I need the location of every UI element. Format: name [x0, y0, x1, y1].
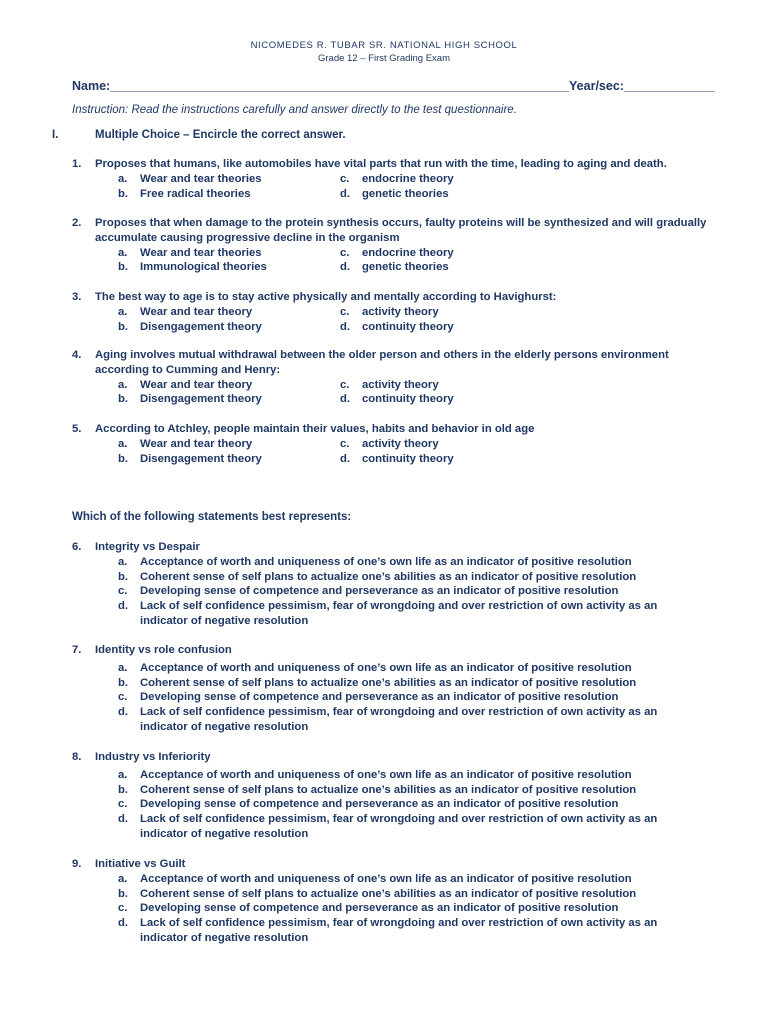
option-d[interactable]: d. Lack of self confidence pessimism, fear of wrongdoing and over restriction of own activity as an indicator of negative resolution — [118, 813, 658, 840]
option-a[interactable]: a. Wear and tear theories — [118, 246, 262, 259]
option-c[interactable]: c. Developing sense of competence and perseverance as an indicator of positive resolution — [118, 585, 619, 598]
question-9 — [72, 857, 712, 946]
question-text: Proposes that when damage to the protein synthesis occurs, faulty proteins will be synthesized and will gradually accumulate causing progressive decline in the organism — [95, 217, 707, 244]
option-d[interactable]: d. genetic theories — [340, 187, 449, 200]
option-c[interactable]: c. activity theory — [340, 305, 439, 318]
question-number: 1. — [72, 158, 82, 170]
question-4 — [72, 348, 712, 407]
question-number: 2. — [72, 217, 82, 229]
option-b[interactable]: b. Free radical theories — [118, 187, 251, 200]
option-c[interactable]: c. activity theory — [340, 437, 439, 450]
question-6 — [72, 540, 712, 629]
option-a[interactable]: a. Acceptance of worth and uniqueness of one’s own life as an indicator of positive resolution — [118, 768, 632, 781]
option-b[interactable]: b. Disengagement theory — [118, 393, 262, 406]
option-c[interactable]: c. Developing sense of competence and perseverance as an indicator of positive resolution — [118, 691, 619, 704]
question-text: Aging involves mutual withdrawal between the older person and others in the elderly persons environment according to Cumming and Henry: — [95, 349, 669, 376]
option-b[interactable]: b. Disengagement theory — [118, 452, 262, 465]
question-text: Industry vs Inferiority — [95, 751, 211, 763]
question-number: 8. — [72, 751, 82, 763]
question-number: 6. — [72, 541, 82, 553]
option-b[interactable]: b. Immunological theories — [118, 261, 267, 274]
option-d[interactable]: d. continuity theory — [340, 320, 454, 333]
question-text: Integrity vs Despair — [95, 541, 200, 553]
section-heading — [52, 129, 346, 141]
question-8 — [72, 750, 712, 842]
instruction-text: Instruction: Read the instructions carefully and answer directly to the test questionnaire. — [72, 104, 517, 116]
option-c[interactable]: c. activity theory — [340, 378, 439, 391]
question-number: 9. — [72, 858, 82, 870]
question-text: The best way to age is to stay active physically and mentally according to Havighurst: — [95, 291, 557, 303]
option-c[interactable]: c. Developing sense of competence and perseverance as an indicator of positive resolution — [118, 902, 619, 915]
option-b[interactable]: b. Coherent sense of self plans to actualize one’s abilities as an indicator of positive resolution — [118, 783, 637, 796]
option-d[interactable]: d. genetic theories — [340, 261, 449, 274]
option-a[interactable]: a. Acceptance of worth and uniqueness of one’s own life as an indicator of positive resolution — [118, 661, 632, 674]
option-c[interactable]: c. endocrine theory — [340, 246, 454, 259]
section-title: Multiple Choice – Encircle the correct answer. — [95, 129, 346, 141]
question-number: 7. — [72, 644, 82, 656]
option-a[interactable]: a. Acceptance of worth and uniqueness of one’s own life as an indicator of positive resolution — [118, 872, 632, 885]
question-7 — [72, 643, 712, 735]
option-d[interactable]: d. Lack of self confidence pessimism, fear of wrongdoing and over restriction of own activity as an indicator of negative resolution — [118, 917, 658, 944]
option-c[interactable]: c. endocrine theory — [340, 172, 454, 185]
option-a[interactable]: a. Wear and tear theory — [118, 305, 253, 318]
question-text: Proposes that humans, like automobiles have vital parts that run with the time, leading to aging and death. — [95, 158, 667, 170]
question-text: According to Atchley, people maintain their values, habits and behavior in old age — [95, 423, 535, 435]
question-5 — [72, 422, 712, 466]
question-2 — [72, 216, 712, 275]
option-b[interactable]: b. Disengagement theory — [118, 320, 262, 333]
exam-title: Grade 12 – First Grading Exam — [318, 53, 450, 64]
option-d[interactable]: d. Lack of self confidence pessimism, fear of wrongdoing and over restriction of own activity as an indicator of negative resolution — [118, 600, 658, 627]
question-text: Initiative vs Guilt — [95, 858, 186, 870]
option-b[interactable]: b. Coherent sense of self plans to actualize one’s abilities as an indicator of positive resolution — [118, 676, 637, 689]
question-number: 4. — [72, 349, 82, 361]
option-c[interactable]: c. Developing sense of competence and perseverance as an indicator of positive resolution — [118, 798, 619, 811]
subheading: Which of the following statements best represents: — [72, 511, 352, 523]
question-number: 3. — [72, 291, 82, 303]
option-a[interactable]: a. Wear and tear theory — [118, 437, 253, 450]
name-year-section-line: Name:__________________________________________________________________Year/sec:_____________ — [72, 79, 715, 93]
question-1 — [72, 157, 712, 201]
option-a[interactable]: a. Acceptance of worth and uniqueness of one’s own life as an indicator of positive resolution — [118, 555, 632, 568]
question-3 — [72, 290, 712, 334]
option-a[interactable]: a. Wear and tear theories — [118, 172, 262, 185]
question-text: Identity vs role confusion — [95, 644, 232, 656]
option-b[interactable]: b. Coherent sense of self plans to actualize one’s abilities as an indicator of positive resolution — [118, 570, 637, 583]
school-name: NICOMEDES R. TUBAR SR. NATIONAL HIGH SCHOOL — [250, 40, 518, 51]
question-number: 5. — [72, 423, 82, 435]
option-d[interactable]: d. continuity theory — [340, 452, 454, 465]
option-a[interactable]: a. Wear and tear theory — [118, 378, 253, 391]
section-number: I. — [52, 129, 59, 141]
option-b[interactable]: b. Coherent sense of self plans to actualize one’s abilities as an indicator of positive resolution — [118, 887, 637, 900]
option-d[interactable]: d. continuity theory — [340, 393, 454, 406]
option-d[interactable]: d. Lack of self confidence pessimism, fear of wrongdoing and over restriction of own activity as an indicator of negative resolution — [118, 706, 658, 733]
